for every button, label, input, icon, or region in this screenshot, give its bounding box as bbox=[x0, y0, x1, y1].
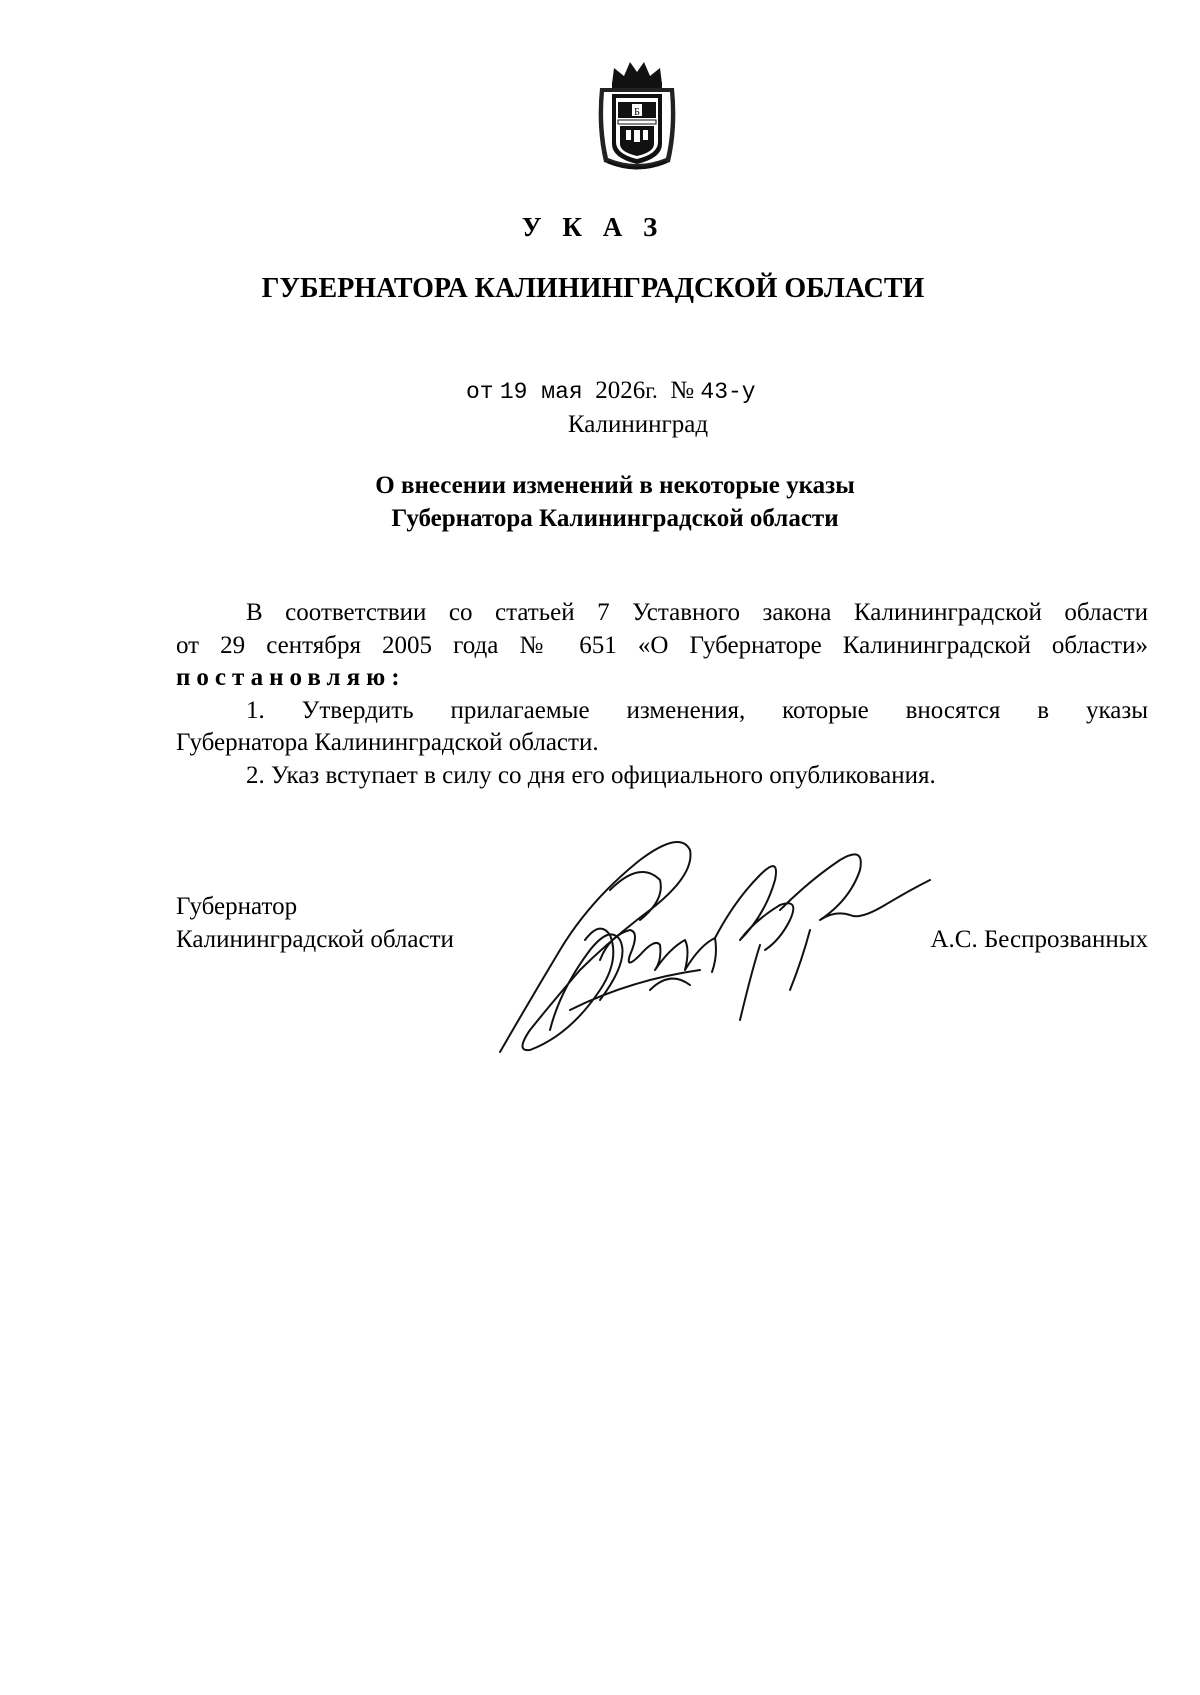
number-sign: № bbox=[670, 377, 695, 404]
document-subject bbox=[0, 469, 1200, 535]
date-number-line bbox=[466, 376, 756, 407]
subject-line-2: Губернатора Калининградской области bbox=[391, 505, 839, 532]
document-body bbox=[176, 597, 1148, 792]
signer-name: А.С. Беспрозванных bbox=[930, 926, 1148, 953]
date-year: 2026 bbox=[595, 377, 646, 404]
preamble-line-1: В соответствии со статьей 7 Уставного закона Калининградской области bbox=[246, 599, 1148, 626]
coat-of-arms-icon bbox=[594, 58, 680, 174]
svg-text:Б: Б bbox=[634, 107, 640, 118]
date-prefix: от bbox=[466, 379, 494, 405]
item-2: 2. Указ вступает в силу со дня его официального опубликования. bbox=[246, 761, 936, 789]
item-1-line-2: Губернатора Калининградской области. bbox=[176, 729, 599, 756]
signer-position bbox=[176, 890, 454, 956]
city: Калининград bbox=[567, 411, 709, 438]
issuer-title: ГУБЕРНАТОРА КАЛИНИНГРАДСКОЙ ОБЛАСТИ bbox=[261, 273, 925, 304]
preamble-line-2: от 29 сентября 2005 года № 651 «О Губернаторе Калининградской области» bbox=[176, 631, 1148, 659]
signer-position-line-2: Калининградской области bbox=[176, 926, 454, 953]
document-number: 43-у bbox=[700, 379, 756, 405]
date-year-suffix: г. bbox=[645, 378, 658, 403]
resolve-word: постановляю: bbox=[176, 664, 406, 691]
signer-position-line-1: Губернатор bbox=[176, 893, 298, 920]
item-1-line-1: 1. Утвердить прилагаемые изменения, которые вносятся в указы bbox=[246, 696, 1148, 724]
signature-icon bbox=[490, 820, 950, 1070]
date-day: 19 мая bbox=[499, 379, 583, 405]
subject-line-1: О внесении изменений в некоторые указы bbox=[375, 472, 855, 499]
document-type: У К А З bbox=[521, 212, 665, 242]
